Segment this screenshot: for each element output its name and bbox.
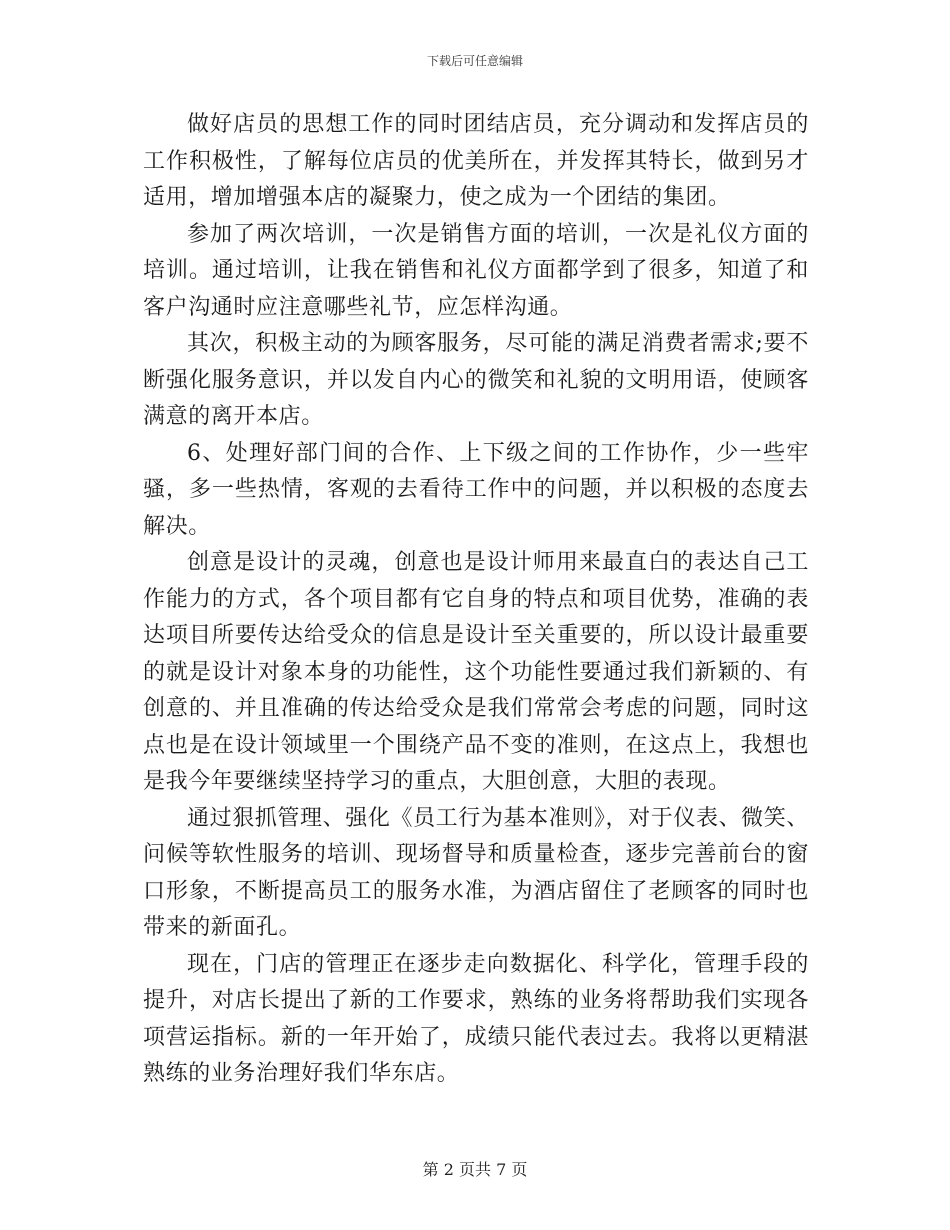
page-header: 下载后可任意编辑 [426,54,523,68]
document-body [143,107,809,1093]
paragraph: 创意是设计的灵魂，创意也是设计师用来最直白的表达自己工作能力的方式，各个项目都有它自身的特点和项目优势，准确的表达项目所要传达给受众的信息是设计至关重要的，所以设计最重要的就是设计对象本身的功能性，这个功能性要通过我们新颖的、有创意的、并且准确的传达给受众是我们常常会考虑的问题，同时这点也是在设计领域里一个围绕产品不变的准则，在这点上，我想也是我今年要继续坚持学习的重点，大胆创意，大胆的表现。 [143,550,809,794]
paragraph: 6、处理好部门间的合作、上下级之间的工作协作，少一些牢骚，多一些热情，客观的去看待工作中的问题，并以积极的态度去解决。 [143,440,809,539]
paragraph: 做好店员的思想工作的同时团结店员，充分调动和发挥店员的工作积极性，了解每位店员的优美所在，并发挥其特长，做到另才适用，增加增强本店的凝聚力，使之成为一个团结的集团。 [143,112,809,210]
paragraph: 参加了两次培训，一次是销售方面的培训，一次是礼仪方面的培训。通过培训，让我在销售和礼仪方面都学到了很多，知道了和客户沟通时应注意哪些礼节，应怎样沟通。 [143,221,809,320]
paragraph: 通过狠抓管理、强化《员工行为基本准则》，对于仪表、微笑、问候等软性服务的培训、现场督导和质量检查，逐步完善前台的窗口形象，不断提高员工的服务水准，为酒店留住了老顾客的同时也带来的新面孔。 [143,805,809,940]
paragraph: 其次，积极主动的为顾客服务，尽可能的满足消费者需求;要不断强化服务意识，并以发自内心的微笑和礼貌的文明用语，使顾客满意的离开本店。 [143,331,809,429]
page-footer: 第 2 页共 7 页 [422,1160,528,1179]
paragraph: 现在，门店的管理正在逐步走向数据化、科学化，管理手段的提升，对店长提出了新的工作要求，熟练的业务将帮助我们实现各项营运指标。新的一年开始了，成绩只能代表过去。我将以更精湛熟练的业务治理好我们华东店。 [143,951,809,1086]
